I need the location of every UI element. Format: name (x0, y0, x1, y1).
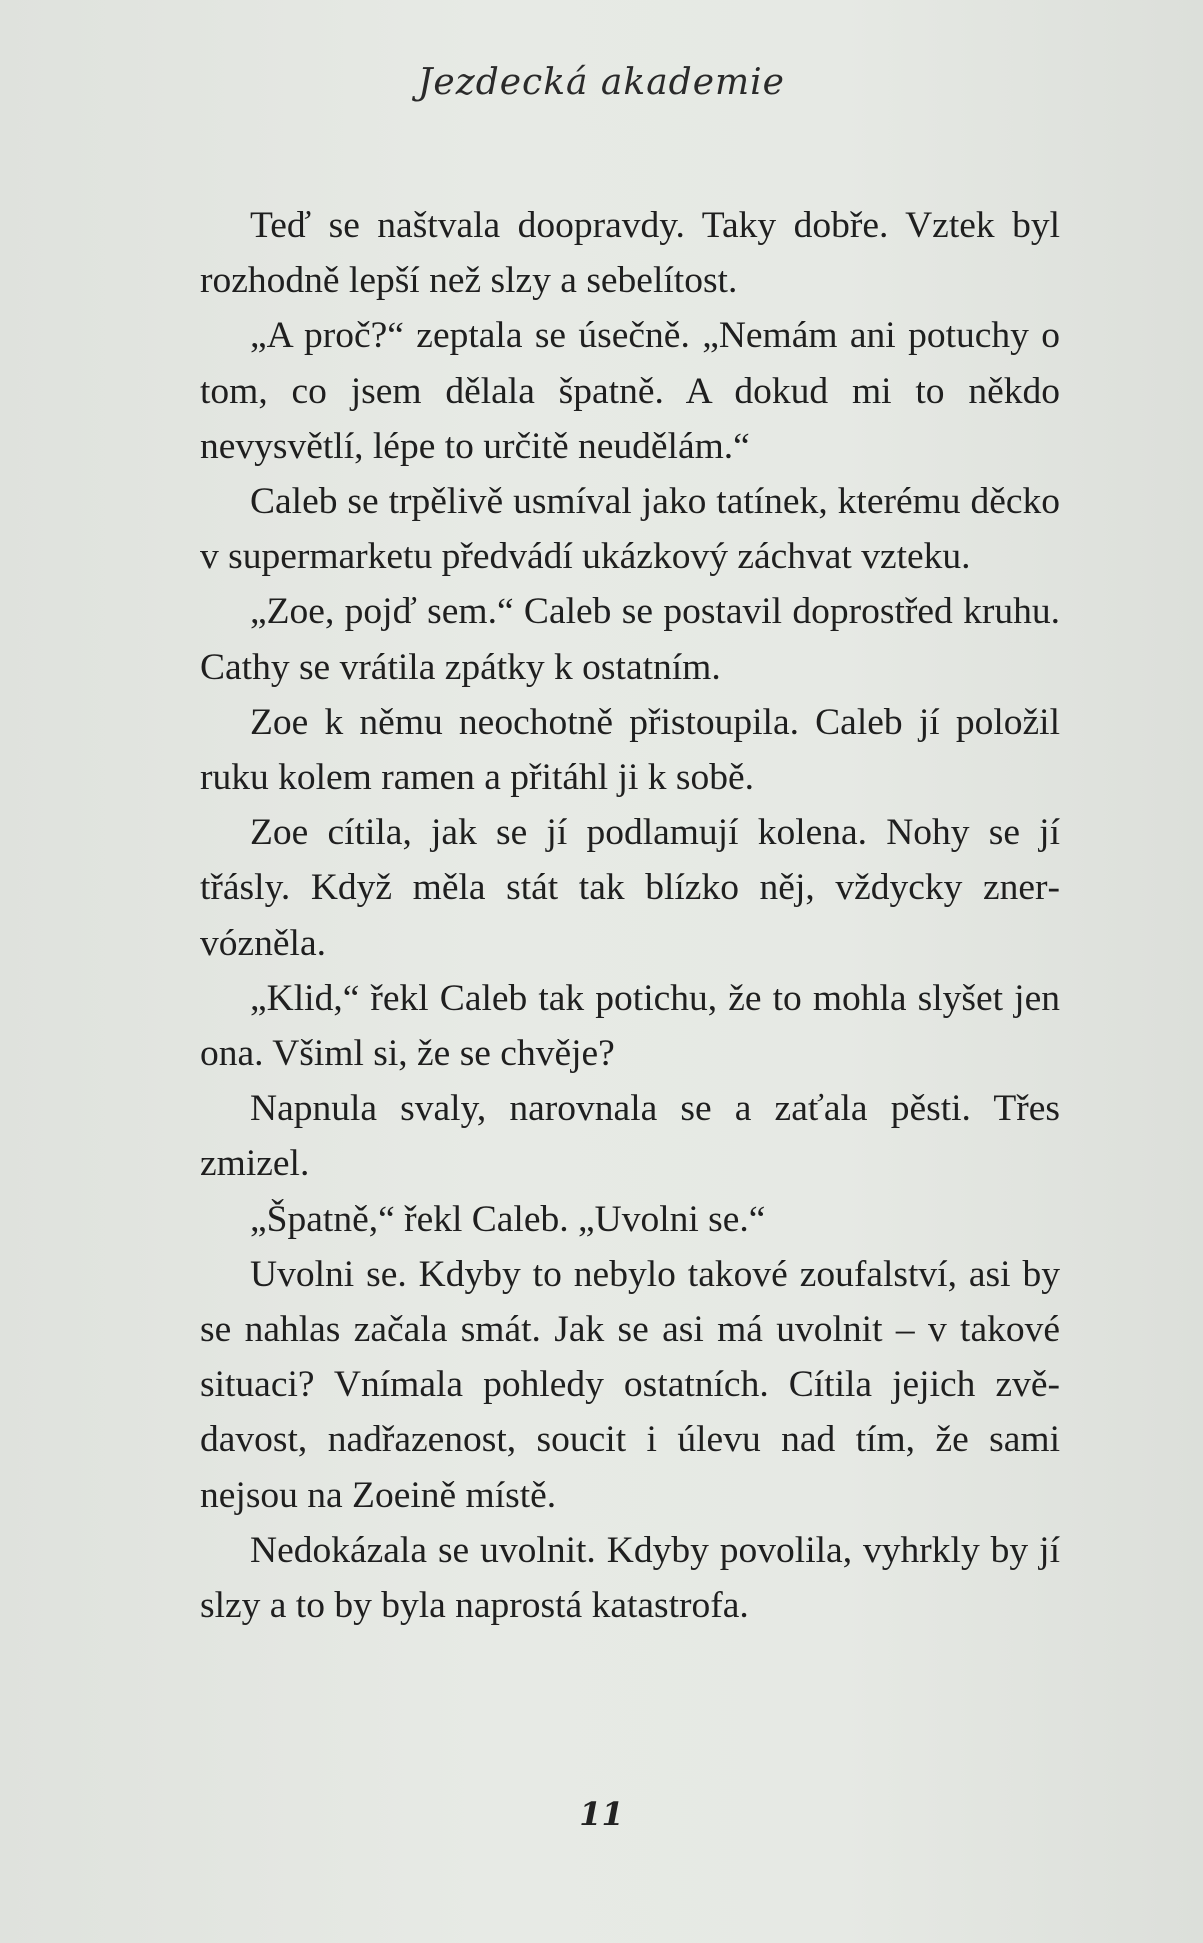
page-number: 11 (579, 1795, 624, 1833)
paragraph: Teď se naštvala doopravdy. Taky dobře. Vztek byl rozhodně lepší než slzy a sebelítost. (200, 205, 1060, 302)
paragraph: „A proč?“ zeptala se úsečně. „Nemám ani potuchy o tom, co jsem dělala špatně. A dokud mi to někdo nevysvětlí, lépe to určitě neudělám.“ (200, 315, 1060, 467)
paragraph: Caleb se trpělivě usmíval jako tatínek, kterému děcko v supermarketu předvádí ukázkový záchvat vzteku. (200, 481, 1060, 578)
paragraph: Zoe cítila, jak se jí podlamují kolena. Nohy se jí třásly. Když měla stát tak blízko něj, vždycky znervózněla. (200, 812, 1060, 964)
paragraph: Napnula svaly, narovnala se a zaťala pěsti. Třes zmizel. (200, 1088, 1060, 1185)
paragraph: Zoe k němu neochotně přistoupila. Caleb jí položil ruku kolem ramen a přitáhl ji k sobě. (200, 701, 1060, 799)
paragraph: „Klid,“ řekl Caleb tak potichu, že to mohla slyšet jen ona. Všiml si, že se chvěje? (200, 977, 1060, 1075)
paragraph: „Špatně,“ řekl Caleb. „Uvolni se.“ (250, 1198, 766, 1240)
body-text (200, 198, 1060, 1633)
paragraph: Nedokázala se uvolnit. Kdyby povolila, vyhrkly by jí slzy a to by byla naprostá katastrofa. (200, 1529, 1060, 1627)
running-header-title: Jezdecká akademie (418, 62, 785, 103)
paragraph: Uvolni se. Kdyby to nebylo takové zoufalství, asi by se nahlas začala smát. Jak se asi má uvolnit – v takové situaci? Vnímala pohledy ostatních. Cítila jejich zvědavost, nadřazenost, soucit i úlevu nad tím, že sami nejsou na Zoeině místě. (200, 1253, 1060, 1516)
paragraph: „Zoe, pojď sem.“ Caleb se postavil doprostřed kruhu. Cathy se vrátila zpátky k ostatním. (200, 591, 1060, 688)
